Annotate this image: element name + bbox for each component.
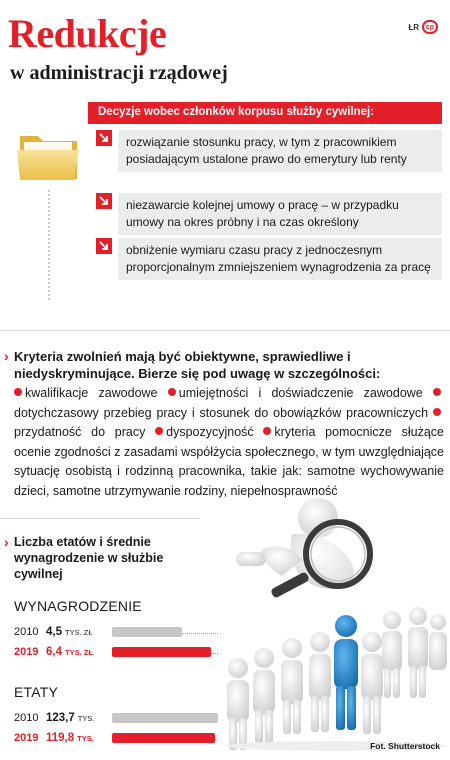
folder-icon — [14, 120, 84, 190]
row-year: 2019 — [14, 732, 39, 744]
bullet-icon — [433, 408, 441, 416]
page-title: Redukcje — [8, 11, 167, 56]
bullet-icon — [433, 388, 441, 396]
chevron-right-icon: › — [4, 348, 9, 364]
section-divider — [0, 330, 450, 331]
stats-heading: Liczba etatów i średnie wynagrodzenie w służbie cywilnej — [14, 535, 164, 581]
page-subtitle: w administracji rządowej — [10, 62, 228, 84]
bullet-icon — [263, 427, 271, 435]
arrow-down-right-icon — [96, 130, 112, 146]
decision-item — [96, 193, 442, 235]
salary-row-2010 — [14, 624, 97, 640]
jobs-bar-2010 — [112, 713, 218, 723]
row-year: 2010 — [14, 712, 39, 724]
copyright-logo-icon: cp — [422, 20, 438, 34]
bullet-icon — [14, 388, 22, 396]
decision-item — [96, 238, 442, 280]
criteria-item: umiejętności i doświadczenie zawodowe — [178, 386, 423, 400]
salary-label: WYNAGRODZENIE — [14, 598, 142, 614]
magnifier-figures-illustration — [222, 492, 450, 754]
row-unit: TYS. ZŁ — [65, 627, 93, 637]
author-initials: ŁR — [408, 22, 419, 32]
chevron-right-icon: › — [4, 534, 9, 550]
criteria-list — [14, 384, 444, 501]
salary-bar-2019 — [112, 647, 211, 657]
photo-credit: Fot. Shutterstock — [370, 741, 440, 751]
decision-text: niezawarcie kolejnej umowy o pracę – w przypadku umowy na okres próbny i na czas określony — [118, 193, 442, 235]
row-value: 6,4 — [46, 646, 62, 658]
dotted-connector — [48, 190, 50, 300]
bullet-icon — [168, 388, 176, 396]
author-credit — [408, 20, 438, 34]
row-value: 123,7 — [46, 712, 75, 724]
criteria-item: przydatność do pracy — [14, 425, 146, 439]
criteria-item: dyspozycyjność — [166, 425, 254, 439]
section-divider — [0, 518, 200, 519]
jobs-bar-2019 — [112, 733, 215, 743]
jobs-label: ETATY — [14, 684, 59, 700]
decisions-heading: Decyzje wobec członków korpusu służby cywilnej: — [88, 102, 442, 124]
salary-row-2019 — [14, 644, 97, 660]
decision-text: rozwiązanie stosunku pracy, w tym z pracownikiem posiadającym ustalone prawo do emerytury lub renty — [118, 130, 442, 172]
decision-item — [96, 130, 442, 172]
decision-text: obniżenie wymiaru czasu pracy z jednoczesnym proporcjonalnym zmniejszeniem wynagrodzenia za pracę — [118, 238, 442, 280]
jobs-row-2019 — [14, 730, 98, 746]
bullet-icon — [155, 427, 163, 435]
arrow-down-right-icon — [96, 193, 112, 209]
row-value: 4,5 — [46, 626, 62, 638]
arrow-down-right-icon — [96, 238, 112, 254]
row-year: 2019 — [14, 646, 39, 658]
row-unit: TYS. — [77, 713, 95, 723]
criteria-heading: Kryteria zwolnień mają być obiektywne, sprawiedliwe i niedyskryminujące. Bierze się pod uwagę w szczególności: — [14, 349, 381, 381]
row-year: 2010 — [14, 626, 39, 638]
criteria-item: kryteria pomocnicze służące ocenie zgodności z zasadami współżycia społecznego, w tym uwzględniające sytuację osobistą i rodzinną pracownika, takie jak: samotne wychowywanie dzieci, samotne utrzymywanie rodziny, niepełnosprawność — [14, 425, 444, 498]
criteria-item: kwalifikacje zawodowe — [25, 386, 158, 400]
criteria-item: dotychczasowy przebieg pracy i stosunek do obowiązków pracowniczych — [14, 405, 429, 420]
jobs-row-2010 — [14, 710, 98, 726]
salary-bar-2010 — [112, 627, 182, 637]
row-value: 119,8 — [46, 732, 75, 744]
row-unit: TYS. ZŁ — [65, 647, 93, 657]
row-unit: TYS. — [77, 733, 94, 743]
